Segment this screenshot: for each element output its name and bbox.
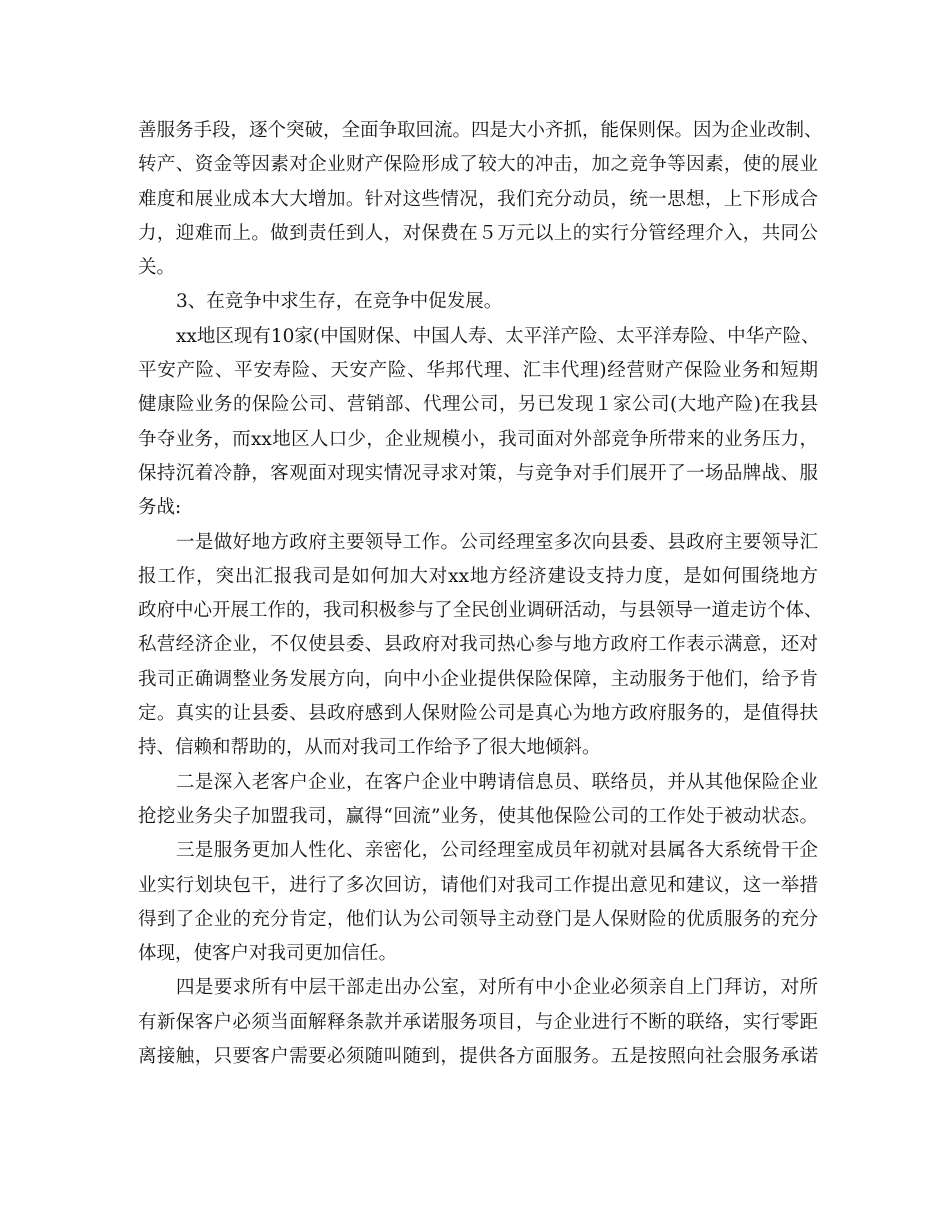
document-body: [138, 114, 823, 1074]
text-line: 报工作，突出汇报我司是如何加大对xx地方经济建设支持力度，是如何围绕地方: [138, 565, 818, 587]
text-line: 保持沉着冷静，客观面对现实情况寻求对策，与竞争对手们展开了一场品牌战、服: [138, 462, 818, 484]
text-line: 业实行划块包干，进行了多次回访，请他们对我司工作提出意见和建议，这一举措: [138, 874, 818, 896]
text-line: 体现，使客户对我司更加信任。: [138, 943, 398, 965]
paragraph: [138, 114, 823, 285]
section-heading: [138, 285, 818, 319]
paragraph: [138, 526, 823, 766]
paragraph: [138, 834, 818, 971]
text-line: 3、在竞争中求生存，在竞争中促发展。: [176, 291, 503, 313]
text-line: xx地区现有10家(中国财保、中国人寿、太平洋产险、太平洋寿险、中华产险、: [176, 325, 820, 347]
text-line: 私营经济企业，不仅使县委、县政府对我司热心参与地方政府工作表示满意，还对: [138, 634, 818, 656]
text-line: 我司正确调整业务发展方向，向中小企业提供保险保障，主动服务于他们，给予肯: [138, 668, 818, 690]
paragraph: [138, 766, 818, 835]
text-line: 政府中心开展工作的，我司积极参与了全民创业调研活动，与县领导一道走访个体、: [138, 600, 823, 622]
text-line: 关。: [138, 257, 176, 279]
text-line: 善服务手段，逐个突破，全面争取回流。四是大小齐抓，能保则保。因为企业改制、: [138, 120, 823, 141]
text-line: 三是服务更加人性化、亲密化，公司经理室成员年初就对县属各大系统骨干企: [176, 840, 818, 862]
text-line: 抢挖业务尖子加盟我司，赢得“回流”业务，使其他保险公司的工作处于被动状态。: [138, 805, 818, 827]
text-line: 转产、资金等因素对企业财产保险形成了较大的冲击，加之竞争等因素，使的展业: [138, 154, 818, 176]
text-line: 平安产险、平安寿险、天安产险、华邦代理、汇丰代理)经营财产保险业务和短期: [138, 360, 818, 382]
text-line: 务战:: [138, 497, 182, 519]
paragraph: [138, 971, 818, 1074]
text-line: 四是要求所有中层干部走出办公室，对所有中小企业必须亲自上门拜访，对所: [176, 977, 818, 999]
text-line: 定。真实的让县委、县政府感到人保财险公司是真心为地方政府服务的，是值得扶: [138, 703, 818, 725]
text-line: 得到了企业的充分肯定，他们认为公司领导主动登门是人保财险的优质服务的充分: [138, 908, 818, 930]
text-line: 健康险业务的保险公司、营销部、代理公司，另已发现１家公司(大地产险)在我县: [138, 394, 818, 416]
text-line: 难度和展业成本大大增加。针对这些情况，我们充分动员，统一思想，上下形成合: [138, 188, 818, 210]
text-line: 二是深入老客户企业，在客户企业中聘请信息员、联络员，并从其他保险企业: [176, 771, 818, 793]
text-line: 一是做好地方政府主要领导工作。公司经理室多次向县委、县政府主要领导汇: [176, 531, 818, 553]
paragraph: [138, 320, 818, 526]
text-line: 争夺业务，而xx地区人口少，企业规模小，我司面对外部竞争所带来的业务压力，: [138, 428, 818, 450]
text-line: 力，迎难而上。做到责任到人，对保费在５万元以上的实行分管经理介入，共同公: [138, 222, 818, 244]
text-line: 离接触，只要客户需要必须随叫随到，提供各方面服务。五是按照向社会服务承诺: [138, 1046, 818, 1068]
text-line: 有新保客户必须当面解释条款并承诺服务项目，与企业进行不断的联络，实行零距: [138, 1011, 818, 1033]
text-line: 持、信赖和帮助的，从而对我司工作给予了很大地倾斜。: [138, 737, 601, 759]
